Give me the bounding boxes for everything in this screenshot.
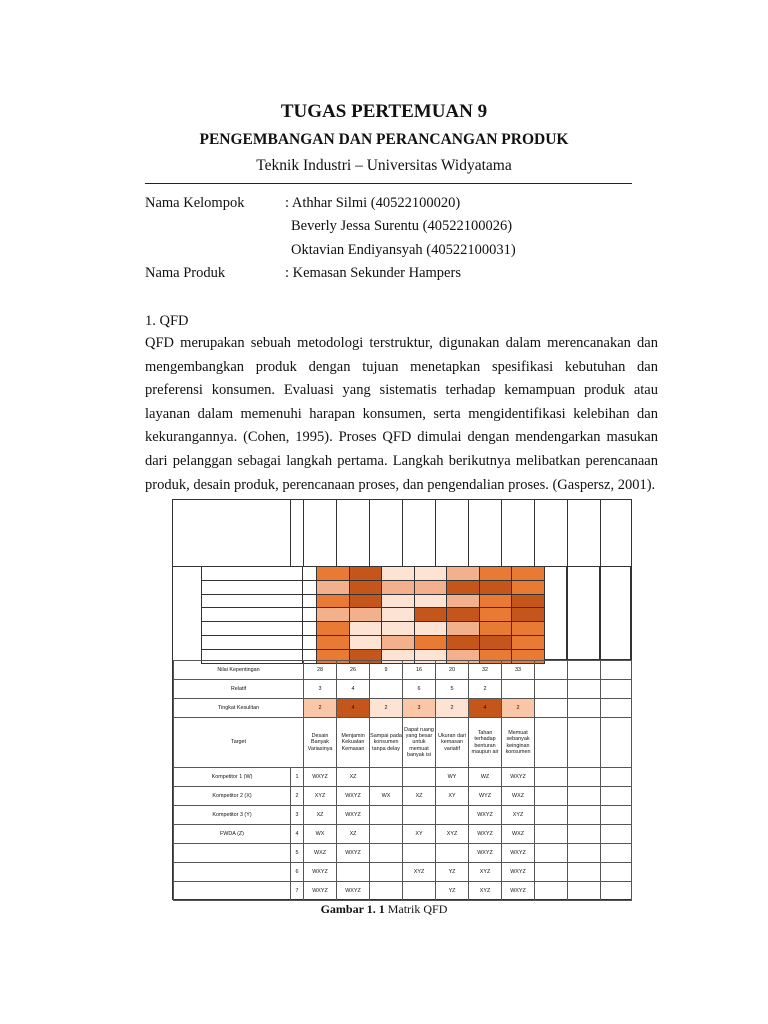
competitor-name: Kompetitor 1 (W) bbox=[174, 768, 291, 787]
empty-cell bbox=[568, 768, 601, 787]
competitor-value: WXYZ bbox=[337, 806, 370, 825]
competitor-value: WXZ bbox=[502, 787, 535, 806]
requirement-weight-cell bbox=[303, 608, 317, 622]
requirement-cell bbox=[202, 622, 303, 636]
competitor-value: WXYZ bbox=[502, 768, 535, 787]
competitor-value: XY bbox=[436, 787, 469, 806]
figure-caption bbox=[0, 902, 768, 917]
competitor-name: FWDA (Z) bbox=[174, 825, 291, 844]
top-divider bbox=[534, 500, 535, 566]
nilai-value: 32 bbox=[469, 661, 502, 680]
matrix-cell bbox=[317, 608, 350, 622]
empty-cell bbox=[568, 699, 601, 718]
matrix-cell bbox=[414, 567, 447, 581]
matrix-cell bbox=[479, 580, 512, 594]
matrix-cell bbox=[414, 608, 447, 622]
competitor-value: WXYZ bbox=[337, 844, 370, 863]
kesulitan-row bbox=[174, 699, 632, 718]
empty-cell bbox=[568, 882, 601, 901]
matrix-cell bbox=[447, 567, 480, 581]
matrix-cell bbox=[414, 635, 447, 649]
group-row bbox=[145, 195, 461, 212]
competitor-name: Kompetitor 3 (Y) bbox=[174, 806, 291, 825]
benchmark-block bbox=[600, 566, 631, 660]
matrix-cell bbox=[349, 635, 382, 649]
competitor-value bbox=[337, 863, 370, 882]
matrix-row bbox=[202, 635, 545, 649]
empty-cell bbox=[601, 768, 632, 787]
empty-cell bbox=[568, 863, 601, 882]
matrix-cell bbox=[349, 608, 382, 622]
empty-cell bbox=[601, 718, 632, 768]
benchmark-block bbox=[567, 566, 600, 660]
empty-cell bbox=[568, 661, 601, 680]
empty-cell bbox=[601, 787, 632, 806]
product-row bbox=[145, 265, 461, 282]
target-item: Tahan terhadap benturan maupun air bbox=[469, 718, 502, 768]
matrix-cell bbox=[317, 622, 350, 636]
matrix-cell bbox=[317, 567, 350, 581]
matrix-cell bbox=[349, 580, 382, 594]
competitor-value: YZ bbox=[436, 882, 469, 901]
competitor-number: 5 bbox=[291, 844, 304, 863]
relatif-value bbox=[370, 680, 403, 699]
competitor-value bbox=[436, 844, 469, 863]
relationship-matrix bbox=[201, 566, 545, 664]
top-divider bbox=[468, 500, 469, 566]
empty-cell bbox=[568, 680, 601, 699]
target-item: Sampai pada konsumen tanpa delay bbox=[370, 718, 403, 768]
matrix-cell bbox=[479, 635, 512, 649]
matrix-cell bbox=[479, 622, 512, 636]
competitor-number: 1 bbox=[291, 768, 304, 787]
empty-cell bbox=[535, 825, 568, 844]
matrix-cell bbox=[414, 622, 447, 636]
matrix-cell bbox=[382, 567, 415, 581]
competitor-value bbox=[403, 806, 436, 825]
member-3: Oktavian Endiyansyah (40522100031) bbox=[291, 242, 516, 258]
empty-cell bbox=[568, 806, 601, 825]
nilai-value: 28 bbox=[304, 661, 337, 680]
competitor-value bbox=[370, 863, 403, 882]
matrix-cell bbox=[382, 608, 415, 622]
empty-cell bbox=[568, 825, 601, 844]
target-item: Ukuran dari kemasan variatif bbox=[436, 718, 469, 768]
relatif-label: Relatif bbox=[174, 680, 304, 699]
requirement-weight-cell bbox=[303, 622, 317, 636]
competitor-number: 7 bbox=[291, 882, 304, 901]
requirement-weight-cell bbox=[303, 567, 317, 581]
competitor-name bbox=[174, 863, 291, 882]
competitor-value bbox=[370, 768, 403, 787]
competitor-row bbox=[174, 768, 632, 787]
kesulitan-value: 3 bbox=[403, 699, 436, 718]
empty-cell bbox=[568, 787, 601, 806]
matrix-cell bbox=[479, 594, 512, 608]
competitor-value: WXZ bbox=[502, 825, 535, 844]
top-divider bbox=[290, 500, 291, 566]
competitor-value: WXZ bbox=[304, 844, 337, 863]
competitor-value: XYZ bbox=[436, 825, 469, 844]
nilai-label: Nilai Kepentingan bbox=[174, 661, 304, 680]
product-value: : Kemasan Sekunder Hampers bbox=[285, 265, 461, 281]
section-heading: 1. QFD bbox=[145, 313, 189, 329]
competitor-value: WXYZ bbox=[304, 768, 337, 787]
matrix-cell bbox=[382, 635, 415, 649]
competitor-name bbox=[174, 882, 291, 901]
competitor-row bbox=[174, 882, 632, 901]
competitor-value: WXYZ bbox=[304, 863, 337, 882]
matrix-cell bbox=[512, 567, 545, 581]
member-2: Beverly Jessa Surentu (40522100026) bbox=[291, 218, 513, 234]
qfd-figure bbox=[172, 499, 632, 900]
competitor-row bbox=[174, 806, 632, 825]
competitor-row bbox=[174, 844, 632, 863]
competitor-value bbox=[370, 882, 403, 901]
empty-cell bbox=[535, 680, 568, 699]
kesulitan-value: 2 bbox=[502, 699, 535, 718]
competitor-value: WXYZ bbox=[502, 863, 535, 882]
competitor-value: YZ bbox=[436, 863, 469, 882]
top-divider bbox=[303, 500, 304, 566]
matrix-row bbox=[202, 567, 545, 581]
competitor-row bbox=[174, 787, 632, 806]
document-title: TUGAS PERTEMUAN 9 bbox=[280, 101, 488, 122]
competitor-value: XYZ bbox=[304, 787, 337, 806]
matrix-cell bbox=[382, 580, 415, 594]
competitor-row bbox=[174, 863, 632, 882]
competitor-value: WXYZ bbox=[469, 844, 502, 863]
nilai-value: 16 bbox=[403, 661, 436, 680]
empty-cell bbox=[601, 699, 632, 718]
competitor-value bbox=[403, 844, 436, 863]
top-divider bbox=[369, 500, 370, 566]
competitor-number: 4 bbox=[291, 825, 304, 844]
matrix-cell bbox=[317, 594, 350, 608]
empty-cell bbox=[601, 825, 632, 844]
competitor-number: 6 bbox=[291, 863, 304, 882]
requirement-cell bbox=[202, 567, 303, 581]
empty-cell bbox=[535, 718, 568, 768]
competitor-value: WYZ bbox=[469, 787, 502, 806]
empty-cell bbox=[568, 844, 601, 863]
target-item: Dapat ruang yang besar untuk memuat banyak isi bbox=[403, 718, 436, 768]
kesulitan-value: 4 bbox=[337, 699, 370, 718]
competitor-value bbox=[403, 882, 436, 901]
matrix-row bbox=[202, 580, 545, 594]
caption-text: Matrik QFD bbox=[384, 902, 448, 916]
empty-cell bbox=[535, 787, 568, 806]
institution-line: Teknik Industri – Universitas Widyatama bbox=[256, 157, 512, 174]
competitor-value: WZ bbox=[469, 768, 502, 787]
qfd-summary-table bbox=[173, 660, 632, 901]
matrix-cell bbox=[512, 594, 545, 608]
empty-cell bbox=[535, 661, 568, 680]
requirement-cell bbox=[202, 580, 303, 594]
nilai-value: 9 bbox=[370, 661, 403, 680]
section-paragraph: QFD merupakan sebuah metodologi terstruktur, digunakan dalam merencanakan dan mengembangkan produk dengan tujuan menetapkan spesifikasi kebutuhan dan preferensi konsumen. Evaluasi yang sistematis terhadap kemampuan produk atau layanan dalam memenuhi harapan konsumen, serta mengidentifikasi kelebihan dan kekurangannya. (Cohen, 1995). Proses QFD dimulai dengan mendengarkan masukan dari pelanggan sebagai langkah pertama. Langkah berikutnya melibatkan perencanaan produk, desain produk, perencanaan proses, dan pengendalian proses. (Gaspersz, 2001). bbox=[145, 335, 658, 493]
competitor-value bbox=[436, 806, 469, 825]
relatif-value bbox=[502, 680, 535, 699]
target-item: Menjamin Kekuatan Kemasan bbox=[337, 718, 370, 768]
member-1: : Athhar Silmi (40522100020) bbox=[285, 195, 461, 211]
competitor-value: WXYZ bbox=[337, 787, 370, 806]
top-divider bbox=[336, 500, 337, 566]
competitor-name bbox=[174, 844, 291, 863]
kesulitan-value: 2 bbox=[370, 699, 403, 718]
empty-cell bbox=[568, 718, 601, 768]
competitor-value: WX bbox=[370, 787, 403, 806]
kesulitan-label: Tingkat Kesulitan bbox=[174, 699, 304, 718]
empty-cell bbox=[601, 806, 632, 825]
competitor-row bbox=[174, 825, 632, 844]
requirement-weight-cell bbox=[303, 594, 317, 608]
matrix-cell bbox=[479, 608, 512, 622]
competitor-value: WXYZ bbox=[304, 882, 337, 901]
document-subtitle: PENGEMBANGAN DAN PERANCANGAN PRODUK bbox=[199, 131, 569, 148]
competitor-value: XYZ bbox=[469, 882, 502, 901]
competitor-number: 2 bbox=[291, 787, 304, 806]
competitor-value: WY bbox=[436, 768, 469, 787]
matrix-cell bbox=[512, 635, 545, 649]
relatif-value: 2 bbox=[469, 680, 502, 699]
competitor-value: XY bbox=[403, 825, 436, 844]
matrix-cell bbox=[349, 622, 382, 636]
kesulitan-value: 2 bbox=[436, 699, 469, 718]
empty-cell bbox=[601, 680, 632, 699]
empty-cell bbox=[601, 882, 632, 901]
relatif-value: 6 bbox=[403, 680, 436, 699]
competitor-value bbox=[370, 825, 403, 844]
matrix-cell bbox=[447, 580, 480, 594]
nilai-value: 26 bbox=[337, 661, 370, 680]
competitor-value: XZ bbox=[403, 787, 436, 806]
relatif-value: 3 bbox=[304, 680, 337, 699]
competitor-value: XZ bbox=[337, 768, 370, 787]
relatif-value: 5 bbox=[436, 680, 469, 699]
matrix-row bbox=[202, 608, 545, 622]
empty-cell bbox=[601, 863, 632, 882]
kesulitan-value: 2 bbox=[304, 699, 337, 718]
matrix-cell bbox=[447, 594, 480, 608]
nilai-value: 33 bbox=[502, 661, 535, 680]
competitor-value: WXYZ bbox=[337, 882, 370, 901]
matrix-cell bbox=[414, 580, 447, 594]
kesulitan-value: 4 bbox=[469, 699, 502, 718]
competitor-value: WXYZ bbox=[502, 844, 535, 863]
matrix-row bbox=[202, 594, 545, 608]
matrix-cell bbox=[447, 622, 480, 636]
matrix-cell bbox=[317, 580, 350, 594]
target-item: Desain Banyak Variasinya bbox=[304, 718, 337, 768]
matrix-cell bbox=[512, 622, 545, 636]
top-divider bbox=[501, 500, 502, 566]
relatif-value: 4 bbox=[337, 680, 370, 699]
requirement-cell bbox=[202, 635, 303, 649]
nilai-row bbox=[174, 661, 632, 680]
competitor-value: XZ bbox=[337, 825, 370, 844]
empty-cell bbox=[535, 863, 568, 882]
caption-label: Gambar 1. 1 bbox=[320, 902, 385, 916]
matrix-row bbox=[202, 622, 545, 636]
matrix-cell bbox=[512, 580, 545, 594]
target-row bbox=[174, 718, 632, 768]
competitor-value: WXYZ bbox=[469, 825, 502, 844]
competitor-value bbox=[370, 806, 403, 825]
competitor-value: XYZ bbox=[403, 863, 436, 882]
requirement-weight-cell bbox=[303, 635, 317, 649]
matrix-cell bbox=[414, 594, 447, 608]
matrix-cell bbox=[317, 635, 350, 649]
relatif-row bbox=[174, 680, 632, 699]
empty-cell bbox=[535, 844, 568, 863]
competitor-value: WXYZ bbox=[502, 882, 535, 901]
competitor-name: Kompetitor 2 (X) bbox=[174, 787, 291, 806]
target-item: Memuat sebanyak keinginan konsumen bbox=[502, 718, 535, 768]
target-label: Target bbox=[174, 718, 304, 768]
empty-cell bbox=[601, 661, 632, 680]
competitor-value: WX bbox=[304, 825, 337, 844]
matrix-cell bbox=[349, 567, 382, 581]
top-divider bbox=[402, 500, 403, 566]
competitor-value: XZ bbox=[304, 806, 337, 825]
empty-cell bbox=[535, 806, 568, 825]
matrix-cell bbox=[447, 635, 480, 649]
requirement-cell bbox=[202, 608, 303, 622]
header-rule bbox=[145, 183, 632, 184]
matrix-cell bbox=[382, 622, 415, 636]
product-label: Nama Produk bbox=[145, 265, 226, 281]
requirement-cell bbox=[202, 594, 303, 608]
empty-cell bbox=[535, 699, 568, 718]
competitor-number: 3 bbox=[291, 806, 304, 825]
matrix-cell bbox=[349, 594, 382, 608]
competitor-value: XYZ bbox=[469, 863, 502, 882]
matrix-cell bbox=[512, 608, 545, 622]
empty-cell bbox=[535, 768, 568, 787]
top-divider bbox=[567, 500, 568, 566]
empty-cell bbox=[535, 882, 568, 901]
top-divider bbox=[600, 500, 601, 566]
requirement-weight-cell bbox=[303, 580, 317, 594]
matrix-cell bbox=[382, 594, 415, 608]
competitor-value: XYZ bbox=[502, 806, 535, 825]
top-divider bbox=[435, 500, 436, 566]
competitor-value bbox=[403, 768, 436, 787]
matrix-cell bbox=[479, 567, 512, 581]
empty-cell bbox=[601, 844, 632, 863]
nilai-value: 20 bbox=[436, 661, 469, 680]
competitor-value bbox=[370, 844, 403, 863]
competitor-value: WXYZ bbox=[469, 806, 502, 825]
matrix-cell bbox=[447, 608, 480, 622]
group-label: Nama Kelompok bbox=[145, 195, 245, 211]
